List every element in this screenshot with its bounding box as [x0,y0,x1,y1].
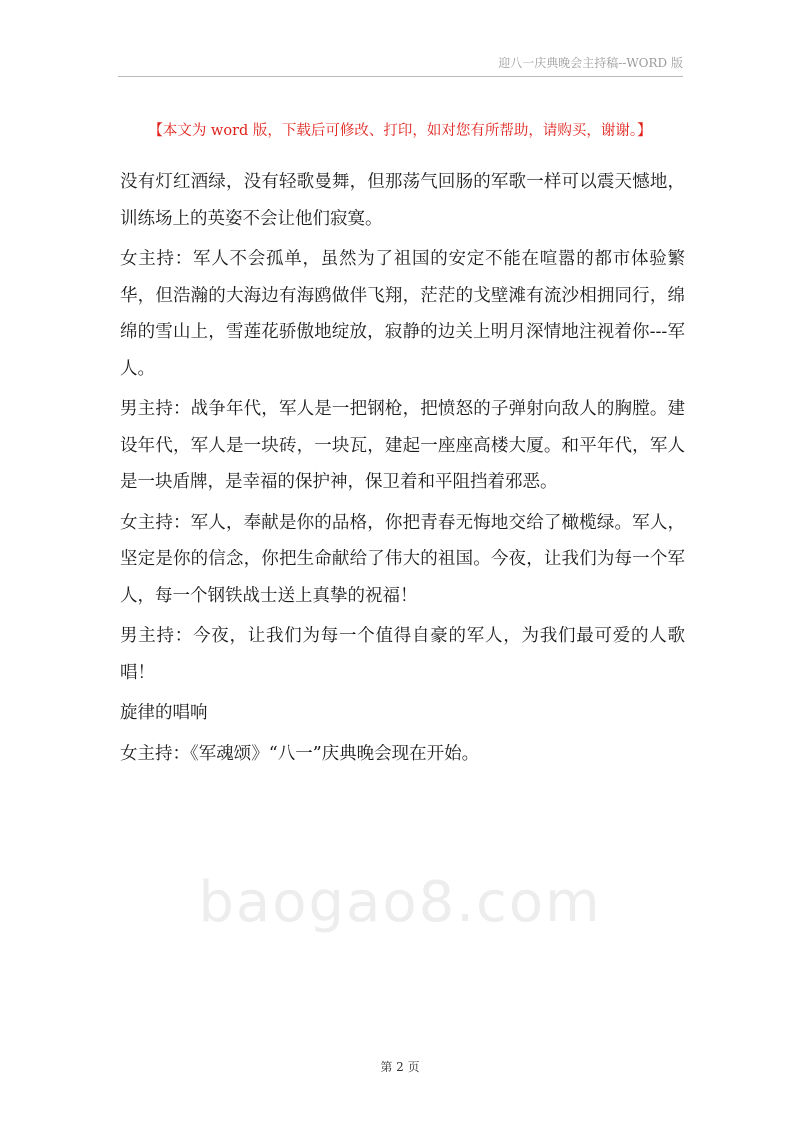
watermark: baogao8.com [198,870,602,935]
paragraph: 女主持：《军魂颂》“八一”庆典晚会现在开始。 [120,743,480,764]
page-header [118,50,683,77]
purchase-notice: 【本文为 word 版，下载后可修改、打印，如对您有所帮助，请购买，谢谢。】 [148,123,652,139]
paragraph: 没有灯红酒绿，没有轻歌曼舞，但那荡气回肠的军歌一样可以震天憾地，训练场上的英姿不会让他们寂寞。 [120,172,685,229]
paragraph: 男主持：今夜，让我们为每一个值得自豪的军人，为我们最可爱的人歌唱！ [120,626,685,683]
document-header-title: 迎八一庆典晚会主持稿--WORD 版 [498,56,683,70]
document-body [120,164,685,776]
paragraph: 男主持：战争年代，军人是一把钢枪，把愤怒的子弹射向敌人的胸膛。建设年代，军人是一块砖，一块瓦，建起一座座高楼大厦。和平年代，军人是一块盾牌，是幸福的保护神，保卫着和平阻挡着邪恶。 [120,399,685,492]
paragraph: 旋律的唱响 [120,703,208,723]
page-number: 第 2 页 [380,1060,420,1074]
paragraph: 女主持：军人，奉献是你的品格，你把青春无悔地交给了橄榄绿。军人，坚定是你的信念，你把生命献给了伟大的祖国。今夜，让我们为每一个军人，每一个钢铁战士送上真挚的祝福！ [120,512,685,606]
paragraph: 女主持：军人不会孤单，虽然为了祖国的安定不能在喧嚣的都市体验繁华，但浩瀚的大海边有海鸥做伴飞翔，茫茫的戈壁滩有流沙相拥同行，绵绵的雪山上，雪莲花骄傲地绽放，寂静的边关上明月深情地注视着你---军人。 [120,249,685,379]
